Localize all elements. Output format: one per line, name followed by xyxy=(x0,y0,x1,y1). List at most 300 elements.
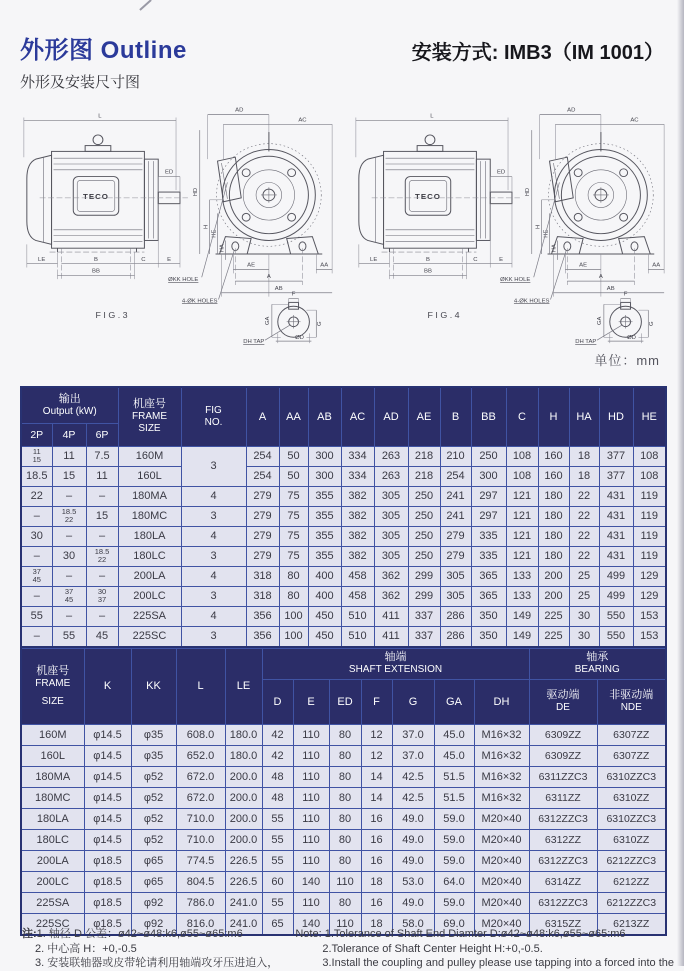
shaft-bearing-row xyxy=(21,766,666,787)
scan-artifact xyxy=(139,0,151,11)
dimension-row xyxy=(21,506,666,526)
frame-size-cell: 180LA xyxy=(118,526,181,546)
fig-no-cell: 3 xyxy=(181,446,246,486)
col-header-he: HE xyxy=(633,387,666,446)
ed-cell: 110 xyxy=(329,871,361,892)
dim-bb-cell: 300 xyxy=(471,466,506,486)
output-6p-cell: 7.5 xyxy=(86,446,118,466)
dim-hd-cell: 431 xyxy=(599,546,633,566)
dim-ab-cell: 400 xyxy=(308,566,341,586)
dim-ae-cell: 250 xyxy=(408,526,440,546)
dim-bb-cell: 350 xyxy=(471,606,506,626)
dim-c-cell: 149 xyxy=(506,606,538,626)
bearing-nde-cell: 6310ZZ xyxy=(597,787,666,808)
kk-cell: φ65 xyxy=(131,871,176,892)
dim-ab-cell: 450 xyxy=(308,606,341,626)
dim-a-cell: 318 xyxy=(246,586,279,606)
dim-hd-cell: 431 xyxy=(599,486,633,506)
output-6p-cell: 15 xyxy=(86,506,118,526)
e-cell: 110 xyxy=(293,745,329,766)
dim-label-k-holes: 4-ØK HOLES xyxy=(181,298,218,305)
frame-size-cell: 180MC xyxy=(21,787,84,808)
output-4p-cell: – xyxy=(52,526,86,546)
e-cell: 110 xyxy=(293,829,329,850)
dim-aa-cell: 50 xyxy=(279,446,308,466)
frame-size-cell: 200LA xyxy=(21,850,84,871)
front-view xyxy=(500,108,664,305)
output-6p-cell: – xyxy=(86,606,118,626)
dim-label-l: L xyxy=(430,113,434,120)
dim-label-ha: HA xyxy=(219,244,226,253)
e-cell: 140 xyxy=(293,913,329,935)
dim-ac-cell: 334 xyxy=(341,466,374,486)
col-header-b: B xyxy=(440,387,471,446)
dim-label-he: HE xyxy=(543,229,550,238)
dh-cell: M20×40 xyxy=(474,808,529,829)
dim-label-f: F xyxy=(291,291,296,298)
l-cell: 652.0 xyxy=(176,745,225,766)
dim-ha-cell: 25 xyxy=(569,566,599,586)
ga-cell: 45.0 xyxy=(434,724,474,745)
shaft-bearing-table-body xyxy=(21,724,666,935)
g-cell: 42.5 xyxy=(392,766,434,787)
f-cell: 12 xyxy=(361,745,392,766)
dim-c-cell: 133 xyxy=(506,566,538,586)
d-cell: 48 xyxy=(262,787,293,808)
output-6p-cell: 30 37 xyxy=(86,586,118,606)
page-subtitle: 外形及安装尺寸图 xyxy=(20,74,141,91)
dim-ha-cell: 18 xyxy=(569,446,599,466)
dim-c-cell: 108 xyxy=(506,466,538,486)
dh-cell: M20×40 xyxy=(474,829,529,850)
dim-aa-cell: 80 xyxy=(279,566,308,586)
dim-label-c: C xyxy=(473,256,478,263)
dim-he-cell: 129 xyxy=(633,586,666,606)
dim-ac-cell: 382 xyxy=(341,546,374,566)
dim-h-cell: 225 xyxy=(538,626,569,647)
e-cell: 110 xyxy=(293,724,329,745)
output-6p-cell: 18.5 22 xyxy=(86,546,118,566)
col-header-nde: 非驱动端 NDE xyxy=(597,679,666,724)
bearing-de-cell: 6315ZZ xyxy=(529,913,597,935)
dim-c-cell: 133 xyxy=(506,586,538,606)
d-cell: 55 xyxy=(262,892,293,913)
col-header-aa: AA xyxy=(279,387,308,446)
ga-cell: 59.0 xyxy=(434,808,474,829)
col-header-dh: DH xyxy=(474,679,529,724)
mounting-type-title: 安装方式: IMB3（IM 1001） xyxy=(411,42,664,64)
f-cell: 16 xyxy=(361,892,392,913)
dim-label-k-holes: 4-ØK HOLES xyxy=(513,298,550,305)
dim-label-ga: GA xyxy=(596,316,603,325)
dim-aa-cell: 100 xyxy=(279,626,308,647)
page-header xyxy=(20,30,666,92)
dim-hd-cell: 550 xyxy=(599,606,633,626)
side-view xyxy=(24,114,188,320)
dh-cell: M16×32 xyxy=(474,724,529,745)
output-6p-cell: 45 xyxy=(86,626,118,647)
dim-ae-cell: 218 xyxy=(408,466,440,486)
dim-aa-cell: 75 xyxy=(279,506,308,526)
dim-label-kk-hole: ØKK HOLE xyxy=(168,277,199,284)
l-cell: 710.0 xyxy=(176,829,225,850)
le-cell: 241.0 xyxy=(225,913,262,935)
fig-no-cell: 3 xyxy=(181,546,246,566)
dim-label-b: B xyxy=(426,256,430,263)
page-title-en: Outline xyxy=(100,37,187,64)
dim-aa-cell: 75 xyxy=(279,546,308,566)
d-cell: 55 xyxy=(262,850,293,871)
ga-cell: 51.5 xyxy=(434,787,474,808)
overall-dimensions-table xyxy=(20,386,667,648)
dim-label-hd: HD xyxy=(524,187,531,197)
kk-cell: φ65 xyxy=(131,850,176,871)
dim-bb-cell: 365 xyxy=(471,586,506,606)
dim-bb-cell: 335 xyxy=(471,526,506,546)
output-6p-cell: – xyxy=(86,566,118,586)
frame-size-cell: 200LC xyxy=(118,586,181,606)
dim-ad-cell: 362 xyxy=(374,586,408,606)
dimension-row xyxy=(21,546,666,566)
dim-a-cell: 279 xyxy=(246,486,279,506)
col-header-d: D xyxy=(262,679,293,724)
dim-aa-cell: 75 xyxy=(279,526,308,546)
k-cell: φ14.5 xyxy=(84,745,131,766)
dim-c-cell: 121 xyxy=(506,526,538,546)
dim-ad-cell: 305 xyxy=(374,526,408,546)
dim-ae-cell: 337 xyxy=(408,626,440,647)
dim-label-dh-tap: DH TAP xyxy=(575,339,597,345)
dim-b-cell: 279 xyxy=(440,526,471,546)
output-2p-cell: – xyxy=(21,506,52,526)
dim-label-aa: AA xyxy=(652,262,661,269)
d-cell: 55 xyxy=(262,829,293,850)
dim-label-ac: AC xyxy=(298,117,307,124)
dimension-row xyxy=(21,626,666,647)
kk-cell: φ52 xyxy=(131,787,176,808)
d-cell: 42 xyxy=(262,745,293,766)
output-2p-cell: – xyxy=(21,546,52,566)
k-cell: φ14.5 xyxy=(84,829,131,850)
col-header-ed: ED xyxy=(329,679,361,724)
output-6p-cell: 11 xyxy=(86,466,118,486)
dim-label-ab: AB xyxy=(274,285,283,292)
dim-bb-cell: 297 xyxy=(471,486,506,506)
frame-size-cell: 160L xyxy=(118,466,181,486)
dim-h-cell: 180 xyxy=(538,526,569,546)
dim-label-hd: HD xyxy=(192,187,199,197)
dh-cell: M16×32 xyxy=(474,787,529,808)
dim-bb-cell: 250 xyxy=(471,446,506,466)
output-4p-cell: 37 45 xyxy=(52,586,86,606)
dim-label-h: H xyxy=(203,224,210,229)
figure-caption: FIG.3 xyxy=(95,309,131,320)
motor-drawing xyxy=(346,103,674,345)
dim-ab-cell: 355 xyxy=(308,506,341,526)
l-cell: 786.0 xyxy=(176,892,225,913)
fig-no-cell: 3 xyxy=(181,506,246,526)
dh-cell: M20×40 xyxy=(474,892,529,913)
fig-no-cell: 4 xyxy=(181,606,246,626)
dimension-row xyxy=(21,526,666,546)
motor-drawing xyxy=(14,103,342,345)
footnote-zh xyxy=(22,927,281,971)
ed-cell: 80 xyxy=(329,787,361,808)
g-cell: 37.0 xyxy=(392,724,434,745)
footnote-en-line3: 3.Install the coupling and pulley please use tapping into a forced into the xyxy=(322,957,674,969)
dim-c-cell: 149 xyxy=(506,626,538,647)
col-header-h: H xyxy=(538,387,569,446)
col-header-g: G xyxy=(392,679,434,724)
g-cell: 49.0 xyxy=(392,850,434,871)
dimension-row xyxy=(21,466,666,486)
front-view xyxy=(168,108,332,305)
col-header-bearing: 轴承 BEARING xyxy=(529,648,666,679)
col-header-ha: HA xyxy=(569,387,599,446)
g-cell: 53.0 xyxy=(392,871,434,892)
dim-c-cell: 121 xyxy=(506,486,538,506)
kk-cell: φ52 xyxy=(131,829,176,850)
dim-label-c: C xyxy=(141,256,146,263)
frame-size-cell: 200LC xyxy=(21,871,84,892)
bearing-nde-cell: 6212ZZC3 xyxy=(597,850,666,871)
dim-ad-cell: 411 xyxy=(374,606,408,626)
outline-drawings xyxy=(14,103,674,345)
col-header-6p: 6P xyxy=(86,423,118,446)
dim-he-cell: 129 xyxy=(633,566,666,586)
brand-label: TECO xyxy=(415,191,441,201)
e-cell: 140 xyxy=(293,871,329,892)
dim-a-cell: 254 xyxy=(246,446,279,466)
bearing-de-cell: 6309ZZ xyxy=(529,724,597,745)
l-cell: 672.0 xyxy=(176,766,225,787)
dim-label-h: H xyxy=(535,224,542,229)
footnote-en-line2: 2.Tolerance of Shaft Center Height H:+0,-0.5. xyxy=(322,942,543,955)
bearing-nde-cell: 6310ZZ xyxy=(597,829,666,850)
dim-he-cell: 108 xyxy=(633,466,666,486)
frame-size-cell: 160M xyxy=(21,724,84,745)
dimension-row xyxy=(21,586,666,606)
footnote-en-line1: 1.Tolerance of Shaft End Diamter D:ø42~ø48:k6,ø55~ø65:m6 xyxy=(324,928,626,940)
g-cell: 49.0 xyxy=(392,829,434,850)
shaft-bearing-row xyxy=(21,745,666,766)
output-4p-cell: – xyxy=(52,606,86,626)
col-header-f: F xyxy=(361,679,392,724)
dim-hd-cell: 550 xyxy=(599,626,633,647)
dim-ha-cell: 30 xyxy=(569,626,599,647)
dim-c-cell: 121 xyxy=(506,546,538,566)
dim-bb-cell: 365 xyxy=(471,566,506,586)
frame-size-cell: 180LA xyxy=(21,808,84,829)
f-cell: 16 xyxy=(361,808,392,829)
frame-size-cell: 225SC xyxy=(118,626,181,647)
g-cell: 58.0 xyxy=(392,913,434,935)
dim-hd-cell: 431 xyxy=(599,506,633,526)
e-cell: 110 xyxy=(293,850,329,871)
dim-label-f: F xyxy=(623,291,628,298)
f-cell: 14 xyxy=(361,766,392,787)
shaft-bearing-row xyxy=(21,724,666,745)
k-cell: φ18.5 xyxy=(84,850,131,871)
footnote-zh-line1: 1. 轴径 D 公差：ø42~ø48:k6,ø55~ø65:m6 xyxy=(36,928,243,940)
output-2p-cell: – xyxy=(21,626,52,647)
bearing-nde-cell: 6213ZZ xyxy=(597,913,666,935)
output-2p-cell: 11 15 xyxy=(21,446,52,466)
dim-aa-cell: 50 xyxy=(279,466,308,486)
output-4p-cell: 18.5 22 xyxy=(52,506,86,526)
dimension-row xyxy=(21,446,666,466)
col-header-k: K xyxy=(84,648,131,724)
dim-label-a: A xyxy=(266,274,271,281)
dim-ha-cell: 22 xyxy=(569,546,599,566)
k-cell: φ18.5 xyxy=(84,871,131,892)
shaft-bearing-table xyxy=(20,648,667,936)
col-header-ac: AC xyxy=(341,387,374,446)
dim-a-cell: 279 xyxy=(246,526,279,546)
dim-ab-cell: 300 xyxy=(308,466,341,486)
bearing-de-cell: 6314ZZ xyxy=(529,871,597,892)
dim-ac-cell: 382 xyxy=(341,486,374,506)
dim-ad-cell: 263 xyxy=(374,466,408,486)
dim-ha-cell: 22 xyxy=(569,526,599,546)
dim-he-cell: 108 xyxy=(633,446,666,466)
col-header-ab: AB xyxy=(308,387,341,446)
g-cell: 49.0 xyxy=(392,892,434,913)
dim-hd-cell: 499 xyxy=(599,566,633,586)
kk-cell: φ92 xyxy=(131,892,176,913)
dim-label-ad: AD xyxy=(235,107,244,114)
dim-hd-cell: 377 xyxy=(599,466,633,486)
dim-label-g: G xyxy=(317,321,324,326)
k-cell: φ14.5 xyxy=(84,724,131,745)
footnote-en-label: Note: xyxy=(295,928,322,940)
dim-b-cell: 305 xyxy=(440,586,471,606)
dim-a-cell: 279 xyxy=(246,546,279,566)
dim-ac-cell: 510 xyxy=(341,606,374,626)
dim-he-cell: 119 xyxy=(633,486,666,506)
kk-cell: φ35 xyxy=(131,745,176,766)
le-cell: 241.0 xyxy=(225,892,262,913)
bearing-nde-cell: 6310ZZC3 xyxy=(597,766,666,787)
dim-ac-cell: 334 xyxy=(341,446,374,466)
dh-cell: M16×32 xyxy=(474,766,529,787)
motor-drawing-svg xyxy=(14,103,342,345)
dim-ae-cell: 299 xyxy=(408,566,440,586)
dim-he-cell: 119 xyxy=(633,506,666,526)
frame-size-cell: 225SA xyxy=(118,606,181,626)
dim-ac-cell: 458 xyxy=(341,566,374,586)
d-cell: 48 xyxy=(262,766,293,787)
dim-c-cell: 108 xyxy=(506,446,538,466)
f-cell: 14 xyxy=(361,787,392,808)
col-header-a: A xyxy=(246,387,279,446)
dim-ac-cell: 382 xyxy=(341,526,374,546)
unit-label: 单位：mm xyxy=(594,353,660,368)
dim-h-cell: 200 xyxy=(538,566,569,586)
e-cell: 110 xyxy=(293,787,329,808)
ga-cell: 59.0 xyxy=(434,829,474,850)
frame-size-cell: 180LC xyxy=(21,829,84,850)
bearing-de-cell: 6309ZZ xyxy=(529,745,597,766)
dimension-row xyxy=(21,606,666,626)
g-cell: 42.5 xyxy=(392,787,434,808)
scan-edge xyxy=(677,0,684,966)
dim-ha-cell: 30 xyxy=(569,606,599,626)
page-title-zh: 外形图 xyxy=(20,37,94,64)
frame-size-cell: 225SC xyxy=(21,913,84,935)
dim-ad-cell: 411 xyxy=(374,626,408,647)
bearing-nde-cell: 6212ZZC3 xyxy=(597,892,666,913)
dim-label-bb: BB xyxy=(92,268,100,275)
d-cell: 42 xyxy=(262,724,293,745)
dim-ad-cell: 305 xyxy=(374,546,408,566)
d-cell: 65 xyxy=(262,913,293,935)
dim-ha-cell: 25 xyxy=(569,586,599,606)
output-6p-cell: – xyxy=(86,486,118,506)
col-header-le: LE xyxy=(225,648,262,724)
dim-label-ae: AE xyxy=(579,262,588,269)
output-2p-cell: 30 xyxy=(21,526,52,546)
dim-label-ae: AE xyxy=(247,262,256,269)
dim-label-dh-tap: DH TAP xyxy=(243,339,265,345)
ed-cell: 110 xyxy=(329,913,361,935)
frame-size-cell: 200LA xyxy=(118,566,181,586)
output-2p-cell: 18.5 xyxy=(21,466,52,486)
frame-size-cell: 225SA xyxy=(21,892,84,913)
dim-label-ha: HA xyxy=(551,244,558,253)
dim-label-le: LE xyxy=(38,256,46,263)
dim-a-cell: 356 xyxy=(246,626,279,647)
dim-hd-cell: 431 xyxy=(599,526,633,546)
dim-label-od: ØD xyxy=(627,335,636,342)
dim-label-ed: ED xyxy=(164,169,174,176)
dim-hd-cell: 377 xyxy=(599,446,633,466)
ed-cell: 80 xyxy=(329,892,361,913)
col-header-l: L xyxy=(176,648,225,724)
dim-label-le: LE xyxy=(370,256,378,263)
footnote-en xyxy=(281,927,674,971)
ga-cell: 51.5 xyxy=(434,766,474,787)
l-cell: 774.5 xyxy=(176,850,225,871)
le-cell: 226.5 xyxy=(225,850,262,871)
dim-ha-cell: 18 xyxy=(569,466,599,486)
output-2p-cell: 22 xyxy=(21,486,52,506)
dimension-row xyxy=(21,566,666,586)
dim-b-cell: 305 xyxy=(440,566,471,586)
dim-b-cell: 254 xyxy=(440,466,471,486)
dim-label-kk-hole: ØKK HOLE xyxy=(500,277,531,284)
ed-cell: 80 xyxy=(329,850,361,871)
col-header-ad: AD xyxy=(374,387,408,446)
kk-cell: φ52 xyxy=(131,808,176,829)
output-6p-cell: – xyxy=(86,526,118,546)
dim-label-bb: BB xyxy=(424,268,432,275)
col-header-e: E xyxy=(293,679,329,724)
k-cell: φ14.5 xyxy=(84,787,131,808)
dim-bb-cell: 350 xyxy=(471,626,506,647)
dim-label-he: HE xyxy=(211,229,218,238)
dim-he-cell: 119 xyxy=(633,546,666,566)
e-cell: 110 xyxy=(293,766,329,787)
dim-bb-cell: 335 xyxy=(471,546,506,566)
dim-he-cell: 119 xyxy=(633,526,666,546)
l-cell: 804.5 xyxy=(176,871,225,892)
frame-size-cell: 180MA xyxy=(118,486,181,506)
dim-h-cell: 225 xyxy=(538,606,569,626)
dim-h-cell: 160 xyxy=(538,446,569,466)
le-cell: 180.0 xyxy=(225,724,262,745)
shaft-detail xyxy=(575,292,655,345)
